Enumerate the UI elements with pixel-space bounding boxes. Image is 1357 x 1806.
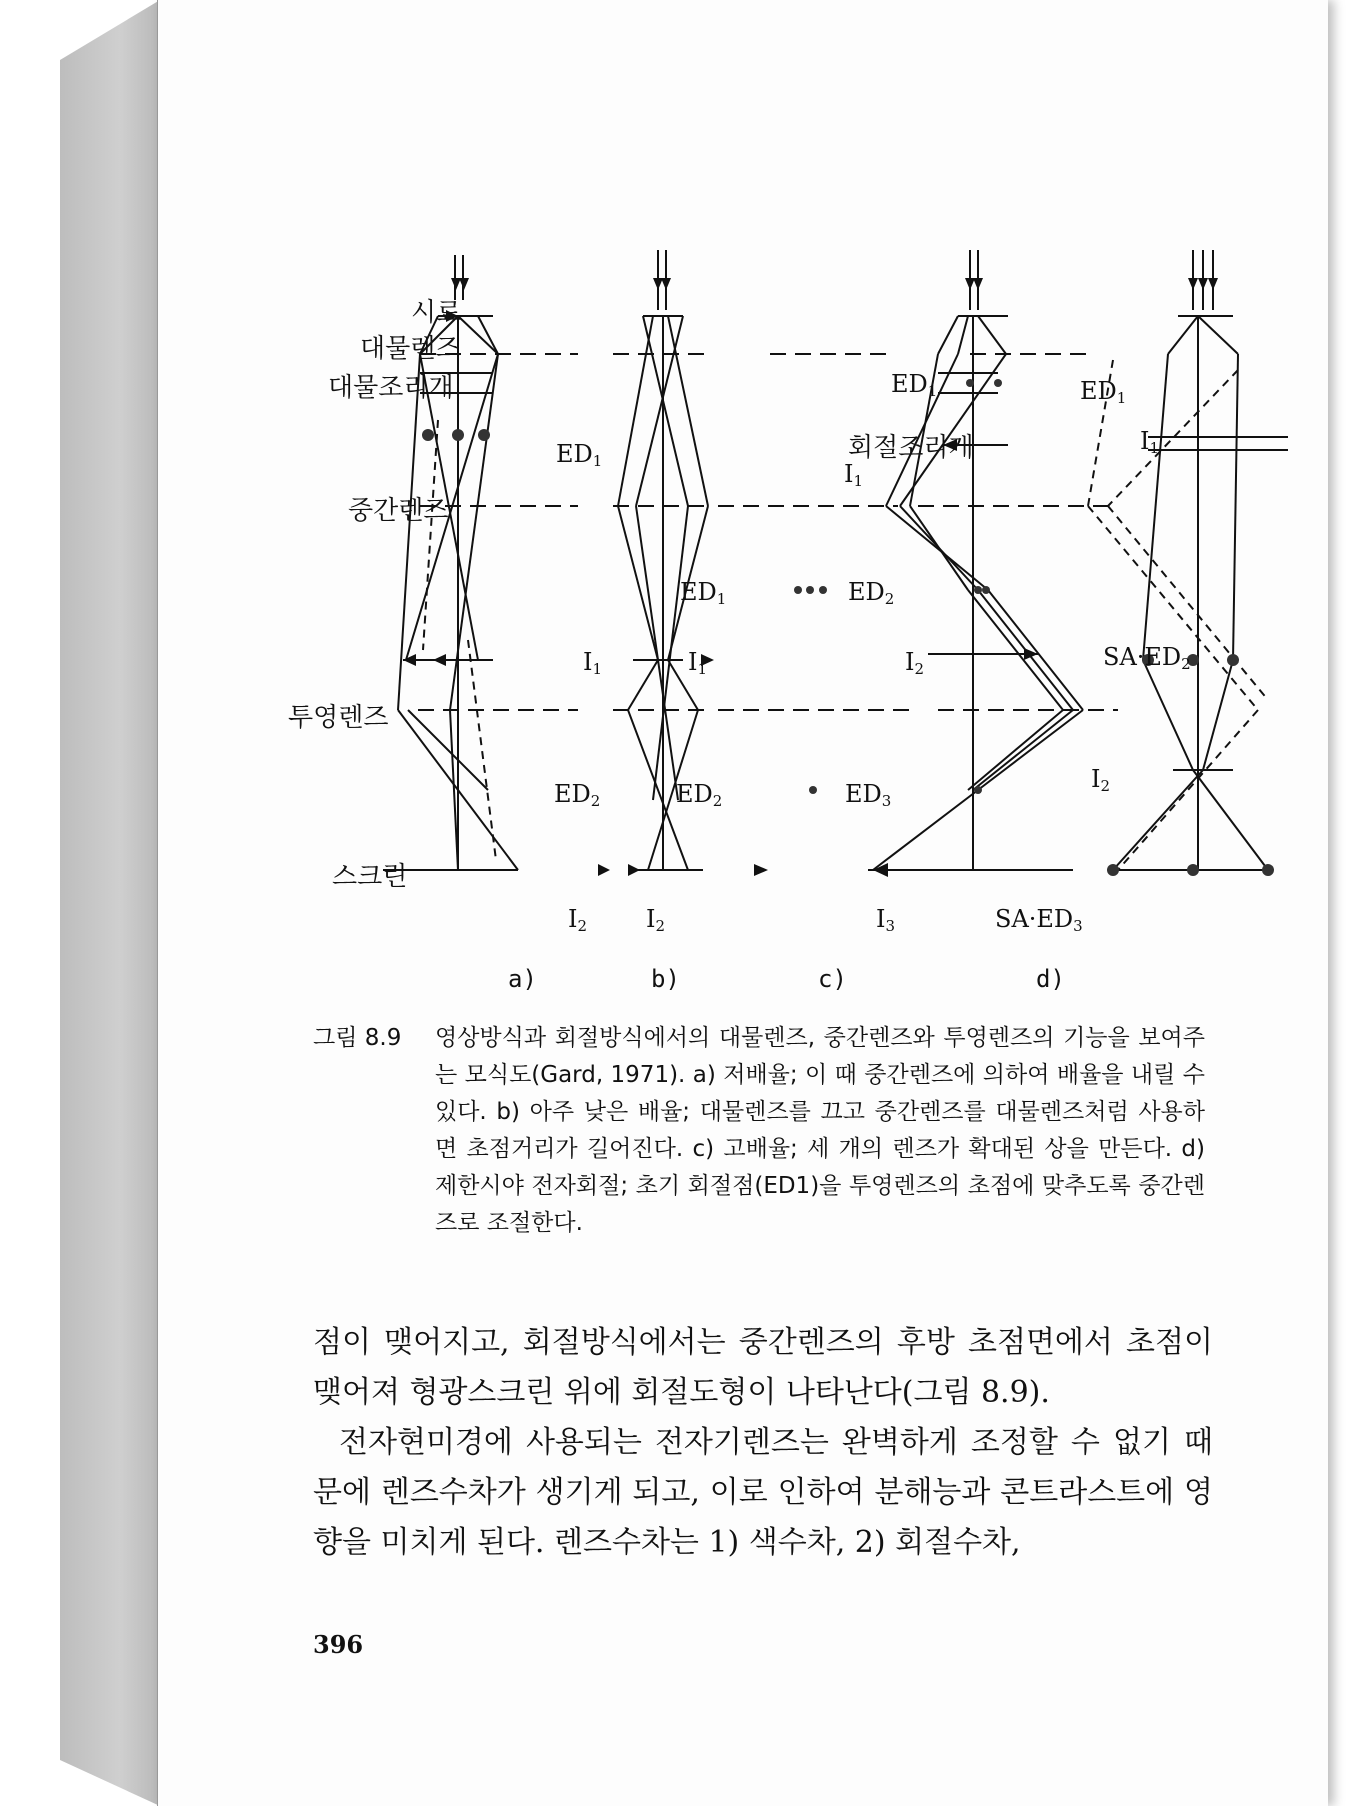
panel-b-id: b) xyxy=(651,965,680,993)
page-number: 396 xyxy=(313,1630,364,1659)
book-spine xyxy=(60,0,160,1806)
panel-a-label-3: $ED_2$ xyxy=(554,780,601,810)
figure-8-9 xyxy=(158,0,1328,1000)
panel-c-label-2: $I_1$ xyxy=(844,460,864,490)
panel-c-rays xyxy=(868,250,1083,870)
ray-diagram xyxy=(158,0,1328,1000)
panel-c-id: c) xyxy=(818,965,847,993)
panel-d-label-1: $ED_1$ xyxy=(1080,377,1127,407)
panel-b-label-3: $ED_2$ xyxy=(676,780,723,810)
panel-d-rays xyxy=(1088,250,1288,870)
panel-a-id: a) xyxy=(508,965,537,993)
panel-a-label-2: $I_1$ xyxy=(583,648,603,678)
panel-b-label-1: $ED_1$ xyxy=(680,578,727,608)
book-page xyxy=(157,0,1328,1806)
label-intermediate-lens: 중간렌즈 xyxy=(348,496,449,526)
panel-c-label-3: $ED_2$ xyxy=(848,578,895,608)
lens-planes xyxy=(418,354,1118,710)
caption-text: 영상방식과 회절방식에서의 대물렌즈, 중간렌즈와 투영렌즈의 기능을 보여주는 모식도(Gard, 1971). a) 저배율; 이 때 중간렌즈에 의하여 배율을 내릴 수 있다. b) 아주 낮은 배율; 대물렌즈를 끄고 중간렌즈를 대물렌즈처럼 사용하면 초점거리가 길어진다. c) 고배율; 세 개의 렌즈가 확대된 상을 만든다. d) 제한시야 전자회절; 초기 회절점(ED1)을 투영렌즈의 초점에 맞추도록 중간렌즈로 조절한다. xyxy=(435,1025,1205,1236)
caption-label: 그림 8.9 xyxy=(313,1025,402,1051)
body-text xyxy=(313,1318,1213,1568)
label-objective-lens: 대물렌즈 xyxy=(360,334,461,364)
panel-b-rays xyxy=(618,250,708,870)
panel-c-label-4: $I_2$ xyxy=(905,648,925,678)
panel-b-bottom-label: $I_2$ xyxy=(646,905,666,935)
label-diffraction-aperture: 회절조리개 xyxy=(848,433,974,463)
label-objective-aperture: 대물조리개 xyxy=(328,373,454,403)
label-projector-lens: 투영렌즈 xyxy=(288,703,389,733)
paragraph-1: 점이 맺어지고, 회절방식에서는 중간렌즈의 후방 초점면에서 초점이 맺어져 형광스크린 위에 회절도형이 나타난다(그림 8.9). xyxy=(313,1325,1213,1410)
panel-a-label-1: $ED_1$ xyxy=(556,440,603,470)
panel-c-label-5: $ED_3$ xyxy=(845,780,892,810)
panel-d-label-2: $I_1$ xyxy=(1140,427,1160,457)
panel-d-label-4: $I_2$ xyxy=(1091,765,1111,795)
label-specimen: 시료 xyxy=(411,298,462,328)
panel-d-id: d) xyxy=(1036,965,1065,993)
panel-d-label-3: $SA\cdot ED_2$ xyxy=(1103,643,1191,673)
panel-b-label-2: $I_1$ xyxy=(688,648,708,678)
panel-a-bottom-label: $I_2$ xyxy=(568,905,588,935)
panel-c-label-1: $ED_1$ xyxy=(891,370,938,400)
panel-c-bottom-label: $I_3$ xyxy=(876,905,896,935)
paragraph-2: 전자현미경에 사용되는 전자기렌즈는 완벽하게 조정할 수 없기 때문에 렌즈수차가 생기게 되고, 이로 인하여 분해능과 콘트라스트에 영향을 미치게 된다. 렌즈수차는 1) 색수차, 2) 회절수차, xyxy=(313,1425,1213,1560)
panel-d-bottom-label: $SA\cdot ED_3$ xyxy=(995,905,1083,935)
label-screen: 스크린 xyxy=(332,862,408,892)
